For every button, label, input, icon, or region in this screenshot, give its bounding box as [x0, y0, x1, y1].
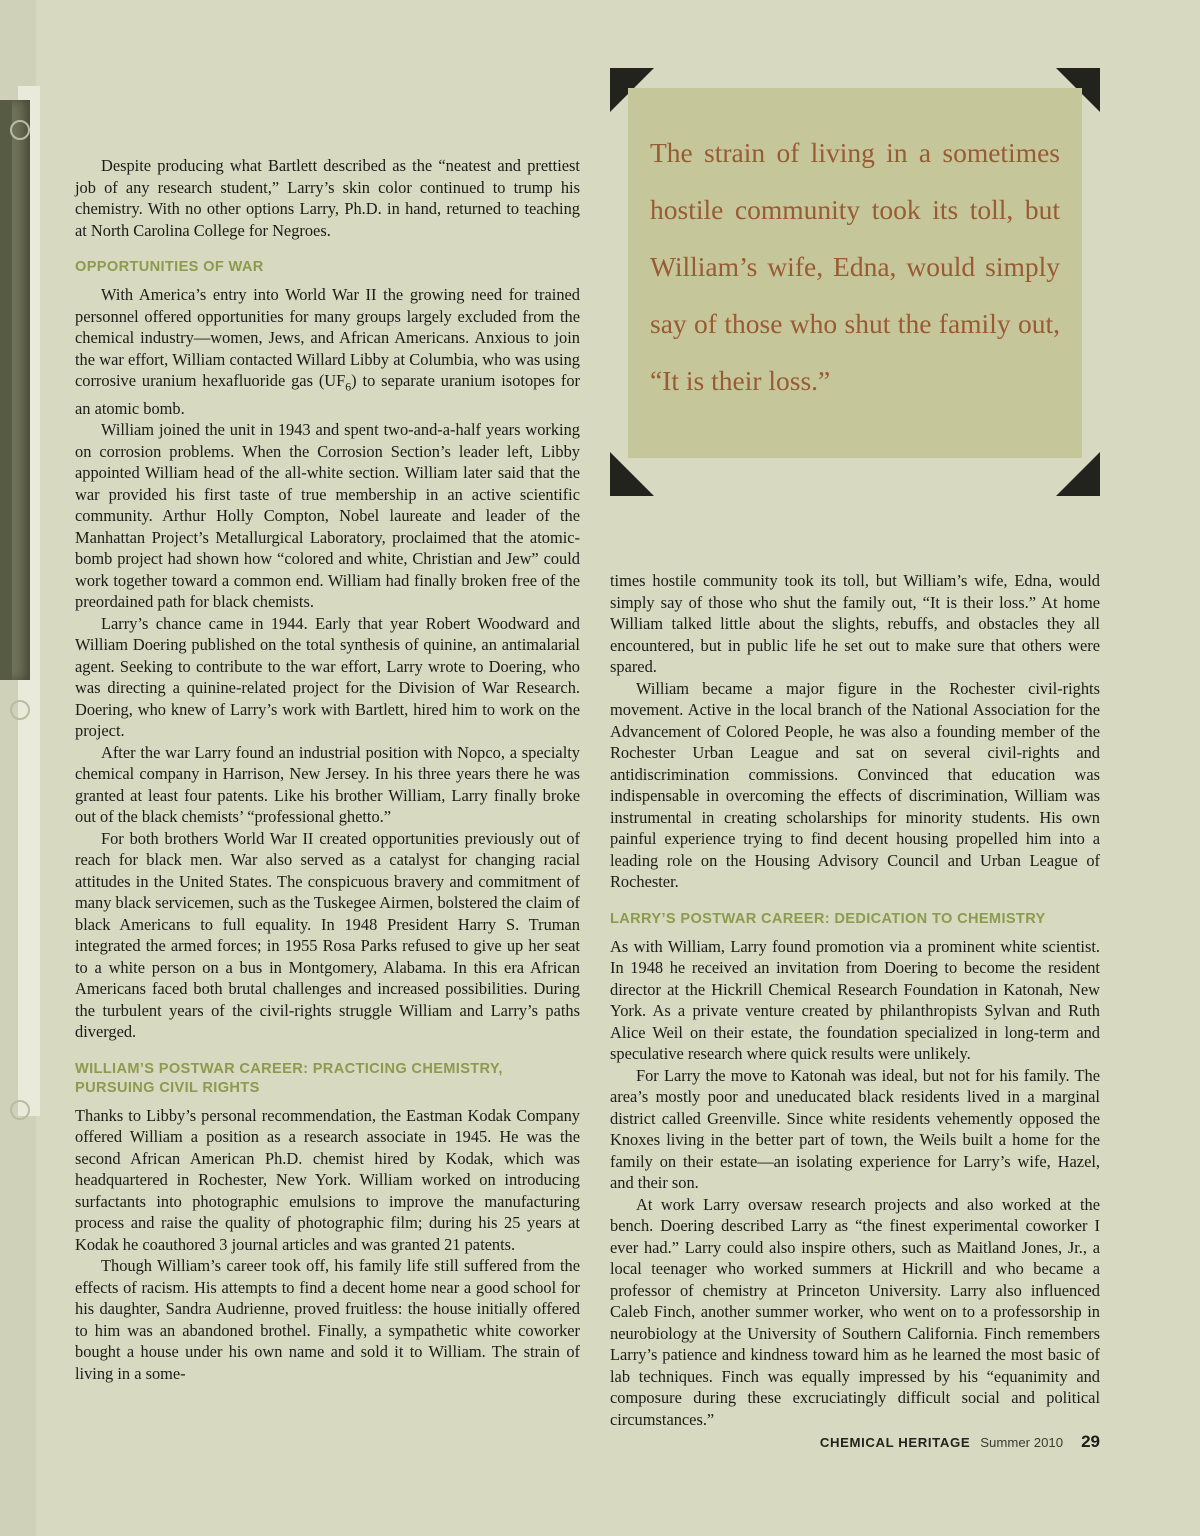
pullquote-box — [628, 88, 1082, 458]
paragraph-text: With America’s entry into World War II the growing need for trained personnel offered opportunities for many groups largely excluded from the chemical industry—women, Jews, and African Americans. Anxious to join the war effort, William contacted Willard Libby at Columbia, who was using corrosive uranium hexafluoride gas $(UF_6)$ to separate uranium isotopes for an atomic bomb. — [75, 285, 580, 418]
page-footer — [610, 1432, 1100, 1452]
pullquote-text: The strain of living in a sometimes hostile community took its toll, but William’s wife, Edna, would simply say of those who shut the family out, “It is their loss.” — [650, 137, 1060, 396]
section-heading-williams-postwar-career: WILLIAM’S POSTWAR CAREER: PRACTICING CHEMISTRY, PURSUING CIVIL RIGHTS — [75, 1060, 503, 1096]
right-column — [610, 570, 1100, 1430]
paragraph: William became a major figure in the Rochester civil-rights movement. Active in the local branch of the National Association for the Advancement of Colored People, he was also a founding member of the Rochester Urban League and sat on several civil-rights and antidiscrimination commissions. Convinced that education was indispensable in overcoming the effects of discrimination, William was instrumental in creating scholarships for minority students. His own painful experience trying to find decent housing propelled him into a leading role on the Housing Advisory Council and Urban League of Rochester. — [610, 678, 1100, 891]
paragraph: As with William, Larry found promotion via a prominent white scientist. In 1948 he received an invitation from Doering to become the resident director at the Hickrill Chemical Research Foundation in Katonah, New York. As a private venture created by philanthropists Sylvan and Ruth Alice Weil on their estate, the foundation specialized in long-term and speculative research where quick results were unlikely. — [610, 936, 1100, 1063]
binder-ring-icon — [10, 120, 30, 140]
corner-bracket-bottom-right-icon — [1056, 452, 1100, 496]
paragraph: For Larry the move to Katonah was ideal, but not for his family. The area’s mostly poor and uneducated black residents lived in a marginal district called Greenville. Since white residents vehemently opposed the Knoxes living in the better part of town, the Weils built a home for the family on their estate—an isolating experience for Larry’s wife, Hazel, and their son. — [610, 1065, 1100, 1192]
issue-label: Summer 2010 — [980, 1435, 1064, 1450]
page-number: 29 — [1081, 1432, 1100, 1451]
paragraph: Though William’s career took off, his family life still suffered from the effects of racism. His attempts to find a decent home near a good school for his daughter, Sandra Audrienne, proved fruitless: the house initially offered to him was an abandoned brothel. Finally, a sympathetic white coworker bought a house under his own name and sold it to William. The strain of living in a some- — [75, 1256, 580, 1383]
page-content — [75, 60, 1100, 1480]
corner-bracket-bottom-left-icon — [610, 452, 654, 496]
paragraph: Despite producing what Bartlett described as the “neatest and prettiest job of any research student,” Larry’s skin color continued to trump his chemistry. With no other options Larry, Ph.D. in hand, returned to teaching at North Carolina College for Negroes. — [75, 156, 580, 240]
paragraph: For both brothers World War II created opportunities previously out of reach for black men. War also served as a catalyst for changing racial attitudes in the United States. The conspicuous bravery and commitment of many black servicemen, such as the Tuskegee Airmen, bolstered the claim of black Americans to full equality. In 1948 President Harry S. Truman integrated the armed forces; in 1955 Rosa Parks refused to give up her seat to a white person on a bus in Montgomery, Alabama. In this era African Americans faced both brutal challenges and increased possibilities. During the turbulent years of the civil-rights struggle William and Larry’s paths diverged. — [75, 828, 580, 1042]
paragraph: At work Larry oversaw research projects and also worked at the bench. Doering described Larry as “the finest experimental coworker I ever had.” Larry could also inspire others, such as Maitland Jones, Jr., a local teenager who worked summers at Hickrill and who became a professor of chemistry at Princeton University. Larry also influenced Caleb Finch, another summer worker, who went on to a professorship in neurobiology at the University of Southern California. Finch remembers Larry’s patience and kindness toward him as he learned the most basic of lab techniques. Finch was equally impressed by his “equanimity and composure during these excruciatingly difficult social and political circumstances.” — [610, 1194, 1100, 1429]
paragraph: Thanks to Libby’s personal recommendation, the Eastman Kodak Company offered William a position as a research associate in 1945. He was the second African American Ph.D. chemist hired by Kodak, which was headquartered in Rochester, New York. William worked on introducing surfactants into photographic emulsions to improve the manufacturing process and raise the quality of photographic film; during his 25 years at Kodak he coauthored 3 journal articles and was granted 21 patents. — [75, 1105, 580, 1254]
publication-name: CHEMICAL HERITAGE — [819, 1435, 971, 1450]
paragraph: times hostile community took its toll, but William’s wife, Edna, would simply say of those who shut the family out, “It is their loss.” At home William talked little about the slights, rebuffs, and obstacles they all encountered, but in public life he set out to make sure that others were spared. — [610, 571, 1100, 676]
paragraph — [75, 284, 580, 419]
scan-gutter-edge — [0, 100, 12, 680]
section-heading-larrys-postwar-career: LARRY’S POSTWAR CAREER: DEDICATION TO CHEMISTRY — [610, 910, 1046, 927]
left-column — [75, 155, 580, 1384]
pullquote-region — [610, 60, 1100, 500]
paragraph: After the war Larry found an industrial position with Nopco, a specialty chemical company in Harrison, New Jersey. In his three years there he was granted at least four patents. Like his brother William, Larry finally broke out of the black chemists’ “professional ghetto.” — [75, 742, 580, 827]
binder-ring-icon — [10, 700, 30, 720]
binder-ring-icon — [10, 1100, 30, 1120]
section-heading-opportunities-of-war: OPPORTUNITIES OF WAR — [75, 259, 264, 275]
paragraph: William joined the unit in 1943 and spent two-and-a-half years working on corrosion problems. When the Corrosion Section’s leader left, Libby appointed William head of the all-white section. William later said that the war provided his first taste of true membership in an active scientific community. Arthur Holly Compton, Nobel laureate and leader of the Manhattan Project’s Metallurgical Laboratory, proclaimed that the atomic-bomb project had shown how “colored and white, Christian and Jew” could work together toward a common end. William had finally broken free of the preordained path for black chemists. — [75, 420, 580, 612]
paragraph: Larry’s chance came in 1944. Early that year Robert Woodward and William Doering published on the total synthesis of quinine, an antimalarial agent. Seeking to contribute to the war effort, Larry wrote to Doering, who was directing a quinine-related project for the Division of War Research. Doering, who knew of Larry’s work with Bartlett, hired him to work on the project. — [75, 613, 580, 741]
